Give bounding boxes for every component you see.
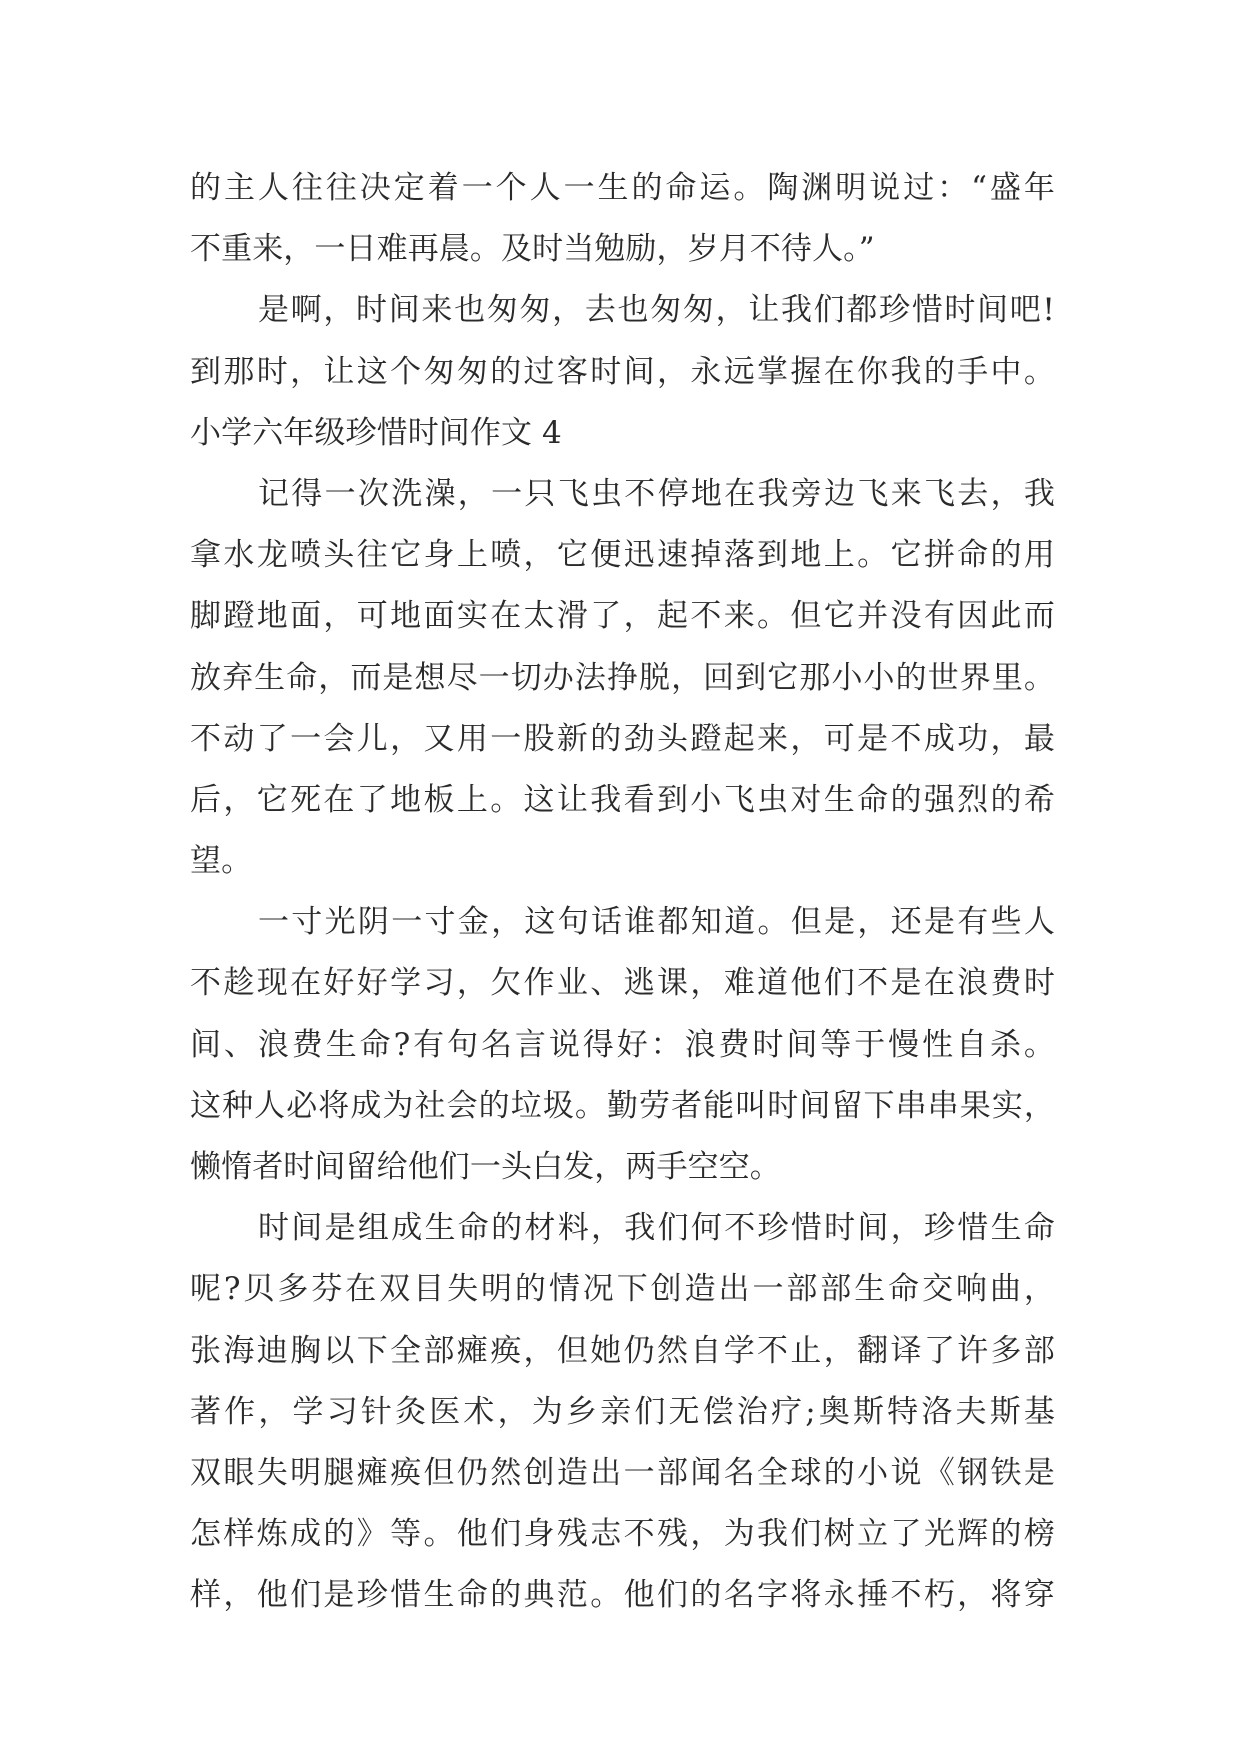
text-line: 张海迪胸以下全部瘫痪，但她仍然自学不止，翻译了许多部 <box>190 1332 1055 1369</box>
text-line: 间、浪费生命?有句名言说得好：浪费时间等于慢性自杀。 <box>190 1026 1055 1063</box>
text-line: 放弃生命，而是想尽一切办法挣脱，回到它那小小的世界里。 <box>190 659 1055 696</box>
text-line: 著作，学习针灸医术，为乡亲们无偿治疗;奥斯特洛夫斯基 <box>190 1393 1055 1430</box>
document-body <box>190 158 1055 1627</box>
text-line: 呢?贝多芬在双目失明的情况下创造出一部部生命交响曲， <box>190 1271 1055 1308</box>
text-line: 到那时，让这个匆匆的过客时间，永远掌握在你我的手中。 <box>190 353 1055 390</box>
text-line: 脚蹬地面，可地面实在太滑了，起不来。但它并没有因此而 <box>190 598 1055 635</box>
text-line: 样，他们是珍惜生命的典范。他们的名字将永捶不朽，将穿 <box>190 1577 1055 1614</box>
text-line: 不重来，一日难再晨。及时当勉励，岁月不待人。” <box>190 231 875 268</box>
text-line: 怎样炼成的》等。他们身残志不残，为我们树立了光辉的榜 <box>190 1516 1055 1553</box>
text-line: 不动了一会儿，又用一股新的劲头蹬起来，可是不成功，最 <box>190 720 1055 757</box>
text-line: 的主人往往决定着一个人一生的命运。陶渊明说过：“盛年 <box>190 170 1055 206</box>
paragraph-first-line: 记得一次洗澡，一只飞虫不停地在我旁边飞来飞去，我 <box>258 475 1055 512</box>
text-line: 不趁现在好好学习，欠作业、逃课，难道他们不是在浪费时 <box>190 965 1055 1002</box>
paragraph-first-line: 是啊，时间来也匆匆，去也匆匆，让我们都珍惜时间吧! <box>258 292 1055 329</box>
text-line: 后，它死在了地板上。这让我看到小飞虫对生命的强烈的希 <box>190 781 1055 818</box>
text-line: 拿水龙喷头往它身上喷，它便迅速掉落到地上。它拼命的用 <box>190 537 1055 574</box>
text-line: 双眼失明腿瘫痪但仍然创造出一部闻名全球的小说《钢铁是 <box>190 1454 1055 1491</box>
text-line: 望。 <box>190 843 253 880</box>
text-line: 这种人必将成为社会的垃圾。勤劳者能叫时间留下串串果实， <box>190 1087 1055 1124</box>
paragraph-first-line: 时间是组成生命的材料，我们何不珍惜时间，珍惜生命 <box>258 1210 1055 1247</box>
paragraph-first-line: 一寸光阴一寸金，这句话谁都知道。但是，还是有些人 <box>258 904 1055 941</box>
text-line: 懒惰者时间留给他们一头白发，两手空空。 <box>190 1149 781 1185</box>
section-heading: 小学六年级珍惜时间作文 4 <box>190 414 562 451</box>
